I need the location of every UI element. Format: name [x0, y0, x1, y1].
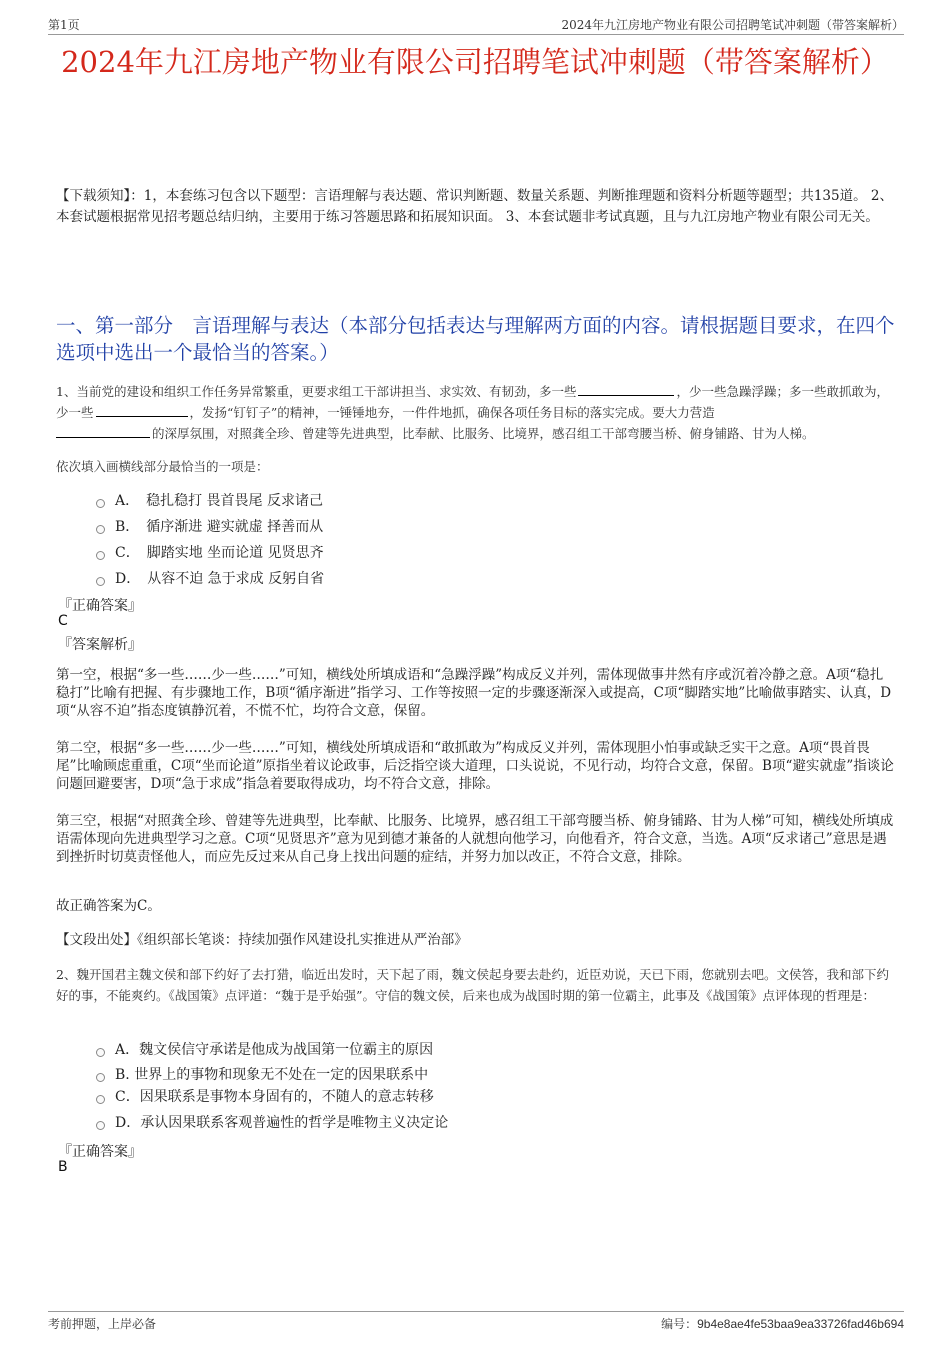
download-notice: 【下载须知】：1，本套练习包含以下题型：言语理解与表达题、常识判断题、数量关系题、判断推理题和资料分析题等题型；共135道。 2、本套试题根据常见招考题总结归纳，主要用于练习答题思路和拓展知识面。 3、本套试题非考试真题，且与九江房地产物业有限公司无关。 — [56, 188, 893, 225]
question-2-stem: 2、魏开国君主魏文侯和部下约好了去打猎，临近出发时，天下起了雨，魏文侯起身要去赴约，近臣劝说，天已下雨，您就别去吧。文侯答，我和部下约好的事，不能爽约。《战国策》点评道：“魏于是乎始强”。守信的魏文侯，后来也成为战国时期的第一位霸主，此事及《战国策》点评体现的哲理是： — [56, 967, 889, 1003]
q2-option-a[interactable]: A．魏文侯信守承诺是他成为战国第一位霸主的原因 — [96, 1040, 433, 1060]
q1-analysis-4: 故正确答案为C。 — [56, 898, 161, 914]
radio-icon[interactable] — [96, 577, 105, 586]
radio-icon[interactable] — [96, 1121, 105, 1130]
q1-source: 【文段出处】《组织部长笔谈：持续加强作风建设扎实推进从严治部》 — [56, 932, 468, 948]
q1-analysis-1: 第一空，根据“多一些……少一些……”可知，横线处所填成语和“急躁浮躁”构成反义并列，需体现做事井然有序或沉着冷静之意。A项“稳扎稳打”比喻有把握、有步骤地工作，B项“循序渐进”指学习、工作等按照一定的步骤逐渐深入或提高，C项“脚踏实地”比喻做事踏实、认真，D项“从容不迫”指态度镇静沉着，不慌不忙，均符合文意，保留。 — [56, 667, 892, 719]
radio-icon[interactable] — [96, 525, 105, 534]
radio-icon[interactable] — [96, 551, 105, 560]
q2-option-b[interactable]: B. 世界上的事物和现象无不处在一定的因果联系中 — [96, 1065, 428, 1085]
q1-analysis-2: 第二空，根据“多一些……少一些……”可知，横线处所填成语和“敢抓敢为”构成反义并列，需体现胆小怕事或缺乏实干之意。A项“畏首畏尾”比喻顾虑重重，C项“坐而论道”原指坐着议论政事，后泛指空谈大道理，口头说说，不见行动，均符合文意，保留。B项“避实就虚”指谈论问题回避要害，D项“急于求成”指急着要取得成功，均不符合文意，排除。 — [56, 740, 894, 792]
radio-icon[interactable] — [96, 499, 105, 508]
footer-code: 编号：9b4e8ae4fe53baa9ea33726fad46b694 — [661, 1317, 904, 1331]
q2-option-d[interactable]: D．承认因果联系客观普遍性的哲学是唯物主义决定论 — [96, 1113, 448, 1133]
page-footer — [48, 1311, 904, 1334]
q1-option-c[interactable]: C． 脚踏实地 坐而论道 见贤思齐 — [96, 543, 324, 563]
q1-analysis-label: 『答案解析』 — [58, 637, 142, 653]
q2-answer-label: 『正确答案』 — [58, 1144, 142, 1160]
question-1-stem: 1、当前党的建设和组织工作任务异常繁重，更要求组工干部讲担当、求实效、有韧劲，多一些 ，少一些急躁浮躁；多一些敢抓敢为，少一些 ，发扬“钉钉子”的精神，一锤锤地夯，一件件地抓，确保各项任务目标的落实完成。要大力营造 的深厚氛围，对照龚全珍、曾建等先进典型，比奉献、比服务、比境界，感召组工干部弯腰当桥、俯身铺路、甘为人梯。 — [56, 384, 889, 441]
blank-3 — [56, 425, 150, 438]
q1-answer-label: 『正确答案』 — [58, 598, 142, 614]
page-number: 第1页 — [48, 18, 80, 32]
blank-1 — [578, 383, 674, 396]
section-heading: 一、第一部分 言语理解与表达（本部分包括表达与理解两方面的内容。请根据题目要求，在四个选项中选出一个最恰当的答案。） — [56, 314, 895, 364]
radio-icon[interactable] — [96, 1073, 105, 1082]
q1-answer: C — [58, 613, 68, 629]
q1-option-d[interactable]: D． 从容不迫 急于求成 反躬自省 — [96, 569, 324, 589]
footer-slogan: 考前押题，上岸必备 — [48, 1317, 157, 1331]
radio-icon[interactable] — [96, 1095, 105, 1104]
radio-icon[interactable] — [96, 1048, 105, 1057]
q1-option-b[interactable]: B． 循序渐进 避实就虚 择善而从 — [96, 517, 323, 537]
q1-option-a[interactable]: A． 稳扎稳打 畏首畏尾 反求诸己 — [96, 491, 323, 511]
blank-2 — [96, 404, 188, 417]
q2-answer: B — [58, 1159, 68, 1175]
header-doc-title: 2024年九江房地产物业有限公司招聘笔试冲刺题（带答案解析） — [561, 18, 904, 32]
question-1-prompt: 依次填入画横线部分最恰当的一项是： — [56, 459, 269, 474]
q2-option-c[interactable]: C．因果联系是事物本身固有的，不随人的意志转移 — [96, 1087, 434, 1107]
q1-analysis-3: 第三空，根据“对照龚全珍、曾建等先进典型，比奉献、比服务、比境界，感召组工干部弯腰当桥、俯身铺路、甘为人梯”可知，横线处所填成语需体现向先进典型学习之意。C项“见贤思齐”意为见到德才兼备的人就想向他学习，向他看齐，符合文意，当选。A项“反求诸己”意思是遇到挫折时切莫责怪他人，而应先反过来从自己身上找出问题的症结，并努力加以改正，不符合文意，排除。 — [56, 813, 894, 865]
document-title: 2024年九江房地产物业有限公司招聘笔试冲刺题（带答案解析） — [61, 45, 889, 79]
page-header — [48, 14, 904, 35]
